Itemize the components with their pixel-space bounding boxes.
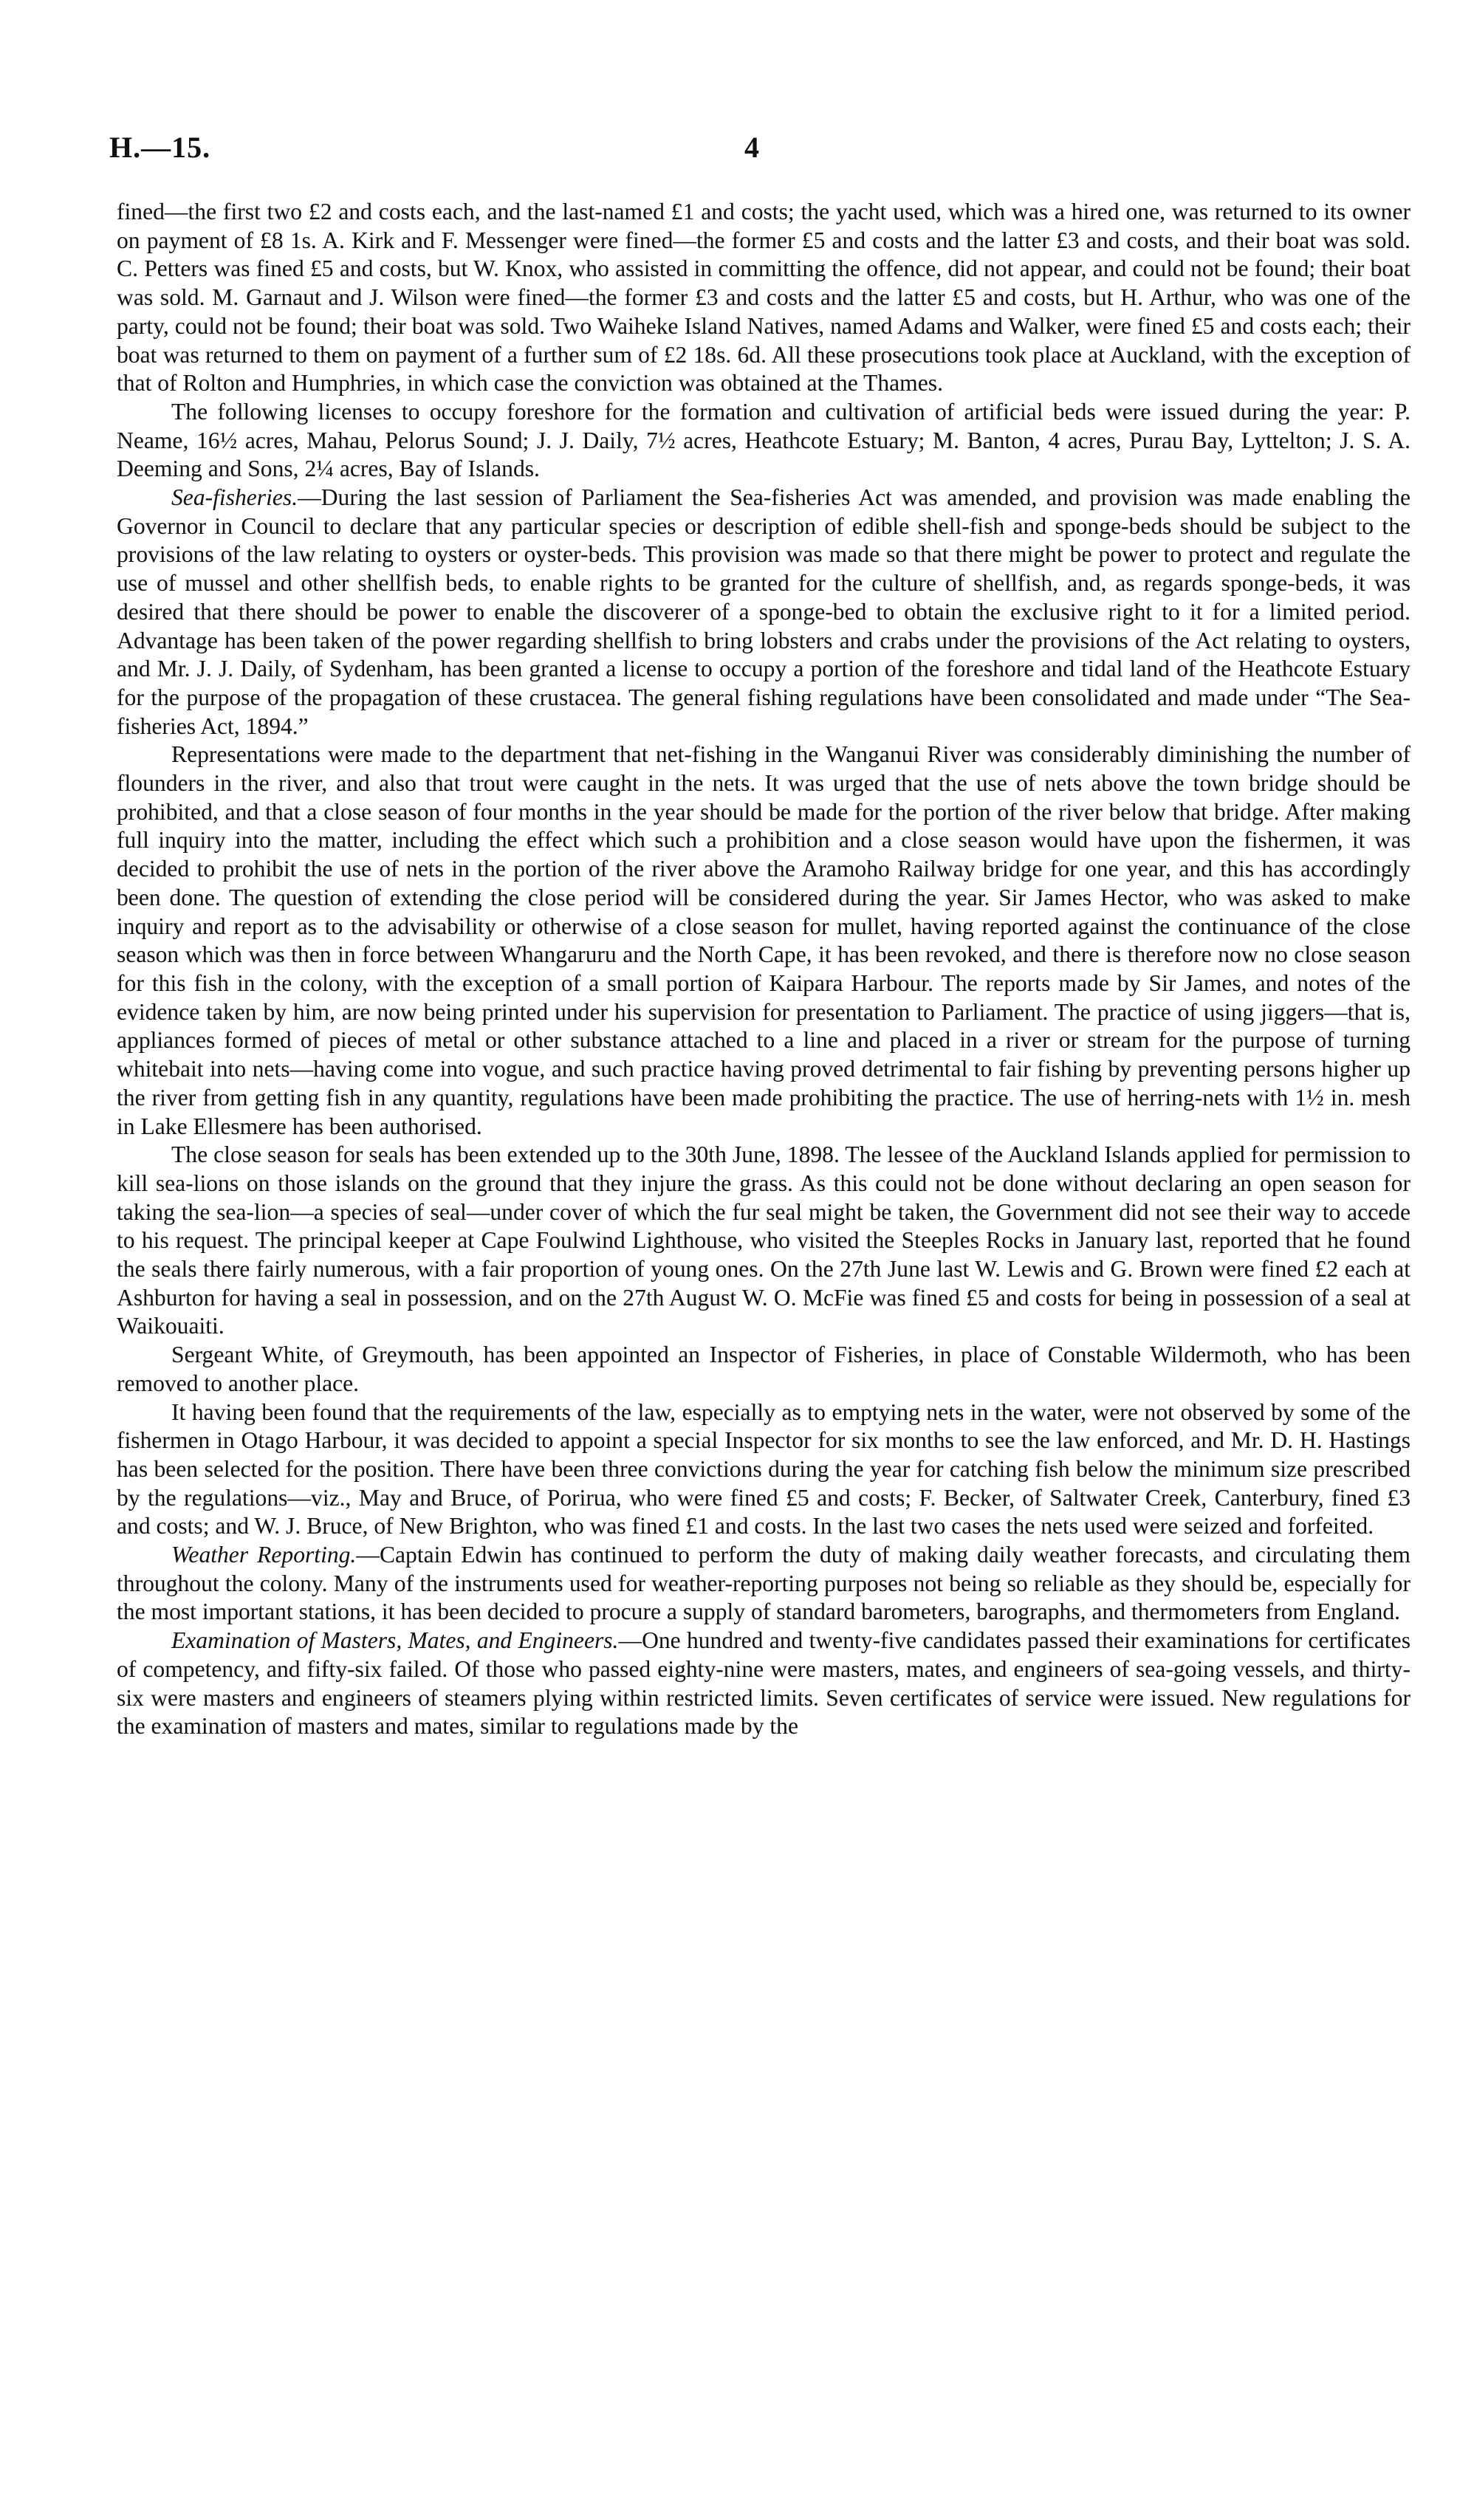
paragraph bbox=[117, 1627, 1410, 1741]
body-text bbox=[117, 198, 1410, 1741]
paragraph bbox=[117, 1398, 1410, 1542]
paragraph-text: The following licenses to occupy foreshore for the formation and cultivation of artificial beds were issued during the year: P. Neame, 16½ acres, Mahau, Pelorus Sound; J. J. Daily, 7½ acres, Heathcote Estuary; M. Banton, 4 acres, Purau Bay, Lyttelton; J. S. A. Deeming and Sons, 2¼ acres, Bay of Islands. bbox=[117, 398, 1410, 482]
section-heading: Weather Reporting. bbox=[171, 1542, 357, 1568]
paragraph-text: —One hundred and twenty-five candidates passed their examinations for certificates of competency, and fifty-six failed. Of those who passed eighty-nine were masters, mates, and engineers of sea-going vessels, and thirty-six were masters and engineers of steamers plying within restricted limits. Seven certificates of service were issued. New regulations for the examination of masters and mates, similar to regulations made by the bbox=[117, 1627, 1410, 1740]
paragraph bbox=[117, 1341, 1410, 1398]
paragraph-text: Sergeant White, of Greymouth, has been appointed an Inspector of Fisheries, in place of Constable Wildermoth, who has been removed to another place. bbox=[117, 1342, 1410, 1396]
paragraph bbox=[117, 198, 1410, 398]
paragraph bbox=[117, 1141, 1410, 1341]
page-header bbox=[109, 130, 1379, 174]
paragraph-text: Representations were made to the department that net-fishing in the Wanganui River was considerably diminishing the number of flounders in the river, and also that trout were caught in the nets. It was urged that the use of nets above the town bridge should be prohibited, and that a close season of four months in the year should be made for the portion of the river below that bridge. After making full inquiry into the matter, including the effect which such a prohibition and a close season would have upon the fishermen, it was decided to prohibit the use of nets in the portion of the river above the Aramoho Railway bridge for one year, and this has accordingly been done. The question of extending the close period will be considered during the year. Sir James Hector, who was asked to make inquiry and report as to the advisability or otherwise of a close season for mullet, having reported against the continuance of the close season which was then in force between Whangaruru and the North Cape, it has been revoked, and there is therefore now no close season for this fish in the colony, with the exception of a small portion of Kaipara Harbour. The reports made by Sir James, and notes of the evidence taken by him, are now being printed under his supervision for presentation to Parliament. The practice of using jiggers—that is, appliances formed of pieces of metal or other substance attached to a line and placed in a river or stream for the purpose of turning whitebait into nets—having come into vogue, and such practice having proved detrimental to fair fishing by preventing persons higher up the river from getting fish in any quantity, regulations have been made prohibiting the practice. The use of herring-nets with 1½ in. mesh in Lake Ellesmere has been authorised. bbox=[117, 741, 1410, 1139]
paragraph-text: It having been found that the requirements of the law, especially as to emptying nets in the water, were not observed by some of the fishermen in Otago Harbour, it was decided to appoint a special Inspector for six months to see the law enforced, and Mr. D. H. Hastings has been selected for the position. There have been three convictions during the year for catching fish below the minimum size prescribed by the regulations—viz., May and Bruce, of Porirua, who were fined £5 and costs; F. Becker, of Saltwater Creek, Canterbury, fined £3 and costs; and W. J. Bruce, of New Brighton, who was fined £1 and costs. In the last two cases the nets used were seized and forfeited. bbox=[117, 1398, 1410, 1539]
paragraph bbox=[117, 741, 1410, 1141]
section-heading: Sea-fisheries. bbox=[171, 484, 298, 511]
paragraph-text: fined—the first two £2 and costs each, and the last-named £1 and costs; the yacht used, which was a hired one, was returned to its owner on payment of £8 1s. A. Kirk and F. Messenger were fined—the former £5 and costs and the latter £3 and costs, and their boat was sold. C. Petters was fined £5 and costs, but W. Knox, who assisted in committing the offence, did not appear, and could not be found; their boat was sold. M. Garnaut and J. Wilson were fined—the former £3 and costs and the latter £5 and costs, but H. Arthur, who was one of the party, could not be found; their boat was sold. Two Waiheke Island Natives, named Adams and Walker, were fined £5 and costs each; their boat was returned to them on payment of a further sum of £2 18s. 6d. All these prosecutions took place at Auckland, with the exception of that of Rolton and Humphries, in which case the conviction was obtained at the Thames. bbox=[117, 199, 1410, 396]
paragraph bbox=[117, 398, 1410, 484]
page-number: 4 bbox=[744, 131, 759, 164]
paragraph-text: The close season for seals has been extended up to the 30th June, 1898. The lessee of the Auckland Islands applied for permission to kill sea-lions on those islands on the ground that they injure the grass. As this could not be done without declaring an open season for taking the sea-lion—a species of seal—under cover of which the fur seal might be taken, the Government did not see their way to accede to his request. The principal keeper at Cape Foulwind Lighthouse, who visited the Steeples Rocks in January last, reported that he found the seals there fairly numerous, with a fair proportion of young ones. On the 27th June last W. Lewis and G. Brown were fined £2 each at Ashburton for having a seal in possession, and on the 27th August W. O. McFie was fined £5 and costs for being in possession of a seal at Waikouaiti. bbox=[117, 1141, 1410, 1339]
document-code: H.—15. bbox=[109, 131, 211, 164]
section-heading: Examination of Masters, Mates, and Engineers. bbox=[171, 1627, 619, 1654]
paragraph bbox=[117, 1541, 1410, 1627]
paragraph-text: —During the last session of Parliament the Sea-fisheries Act was amended, and provision was made enabling the Governor in Council to declare that any particular species or description of edible shell-fish and sponge-beds should be subject to the provisions of the law relating to oysters or oyster-beds. This provision was made so that there might be power to protect and regulate the use of mussel and other shellfish beds, to enable rights to be granted for the culture of shellfish, and, as regards sponge-beds, it was desired that there should be power to enable the discoverer of a sponge-bed to obtain the exclusive right to it for a limited period. Advantage has been taken of the power regarding shellfish to bring lobsters and crabs under the provisions of the Act relating to oysters, and Mr. J. J. Daily, of Sydenham, has been granted a license to occupy a portion of the foreshore and tidal land of the Heathcote Estuary for the purpose of the propagation of these crustacea. The general fishing regulations have been consolidated and made under “The Sea-fisheries Act, 1894.” bbox=[117, 484, 1410, 739]
paragraph bbox=[117, 484, 1410, 741]
paragraph-text: —Captain Edwin has continued to perform the duty of making daily weather forecasts, and circulating them throughout the colony. Many of the instruments used for weather-reporting purposes not being so reliable as they should be, especially for the most important stations, it has been decided to procure a supply of standard barometers, barographs, and thermometers from England. bbox=[117, 1542, 1410, 1625]
